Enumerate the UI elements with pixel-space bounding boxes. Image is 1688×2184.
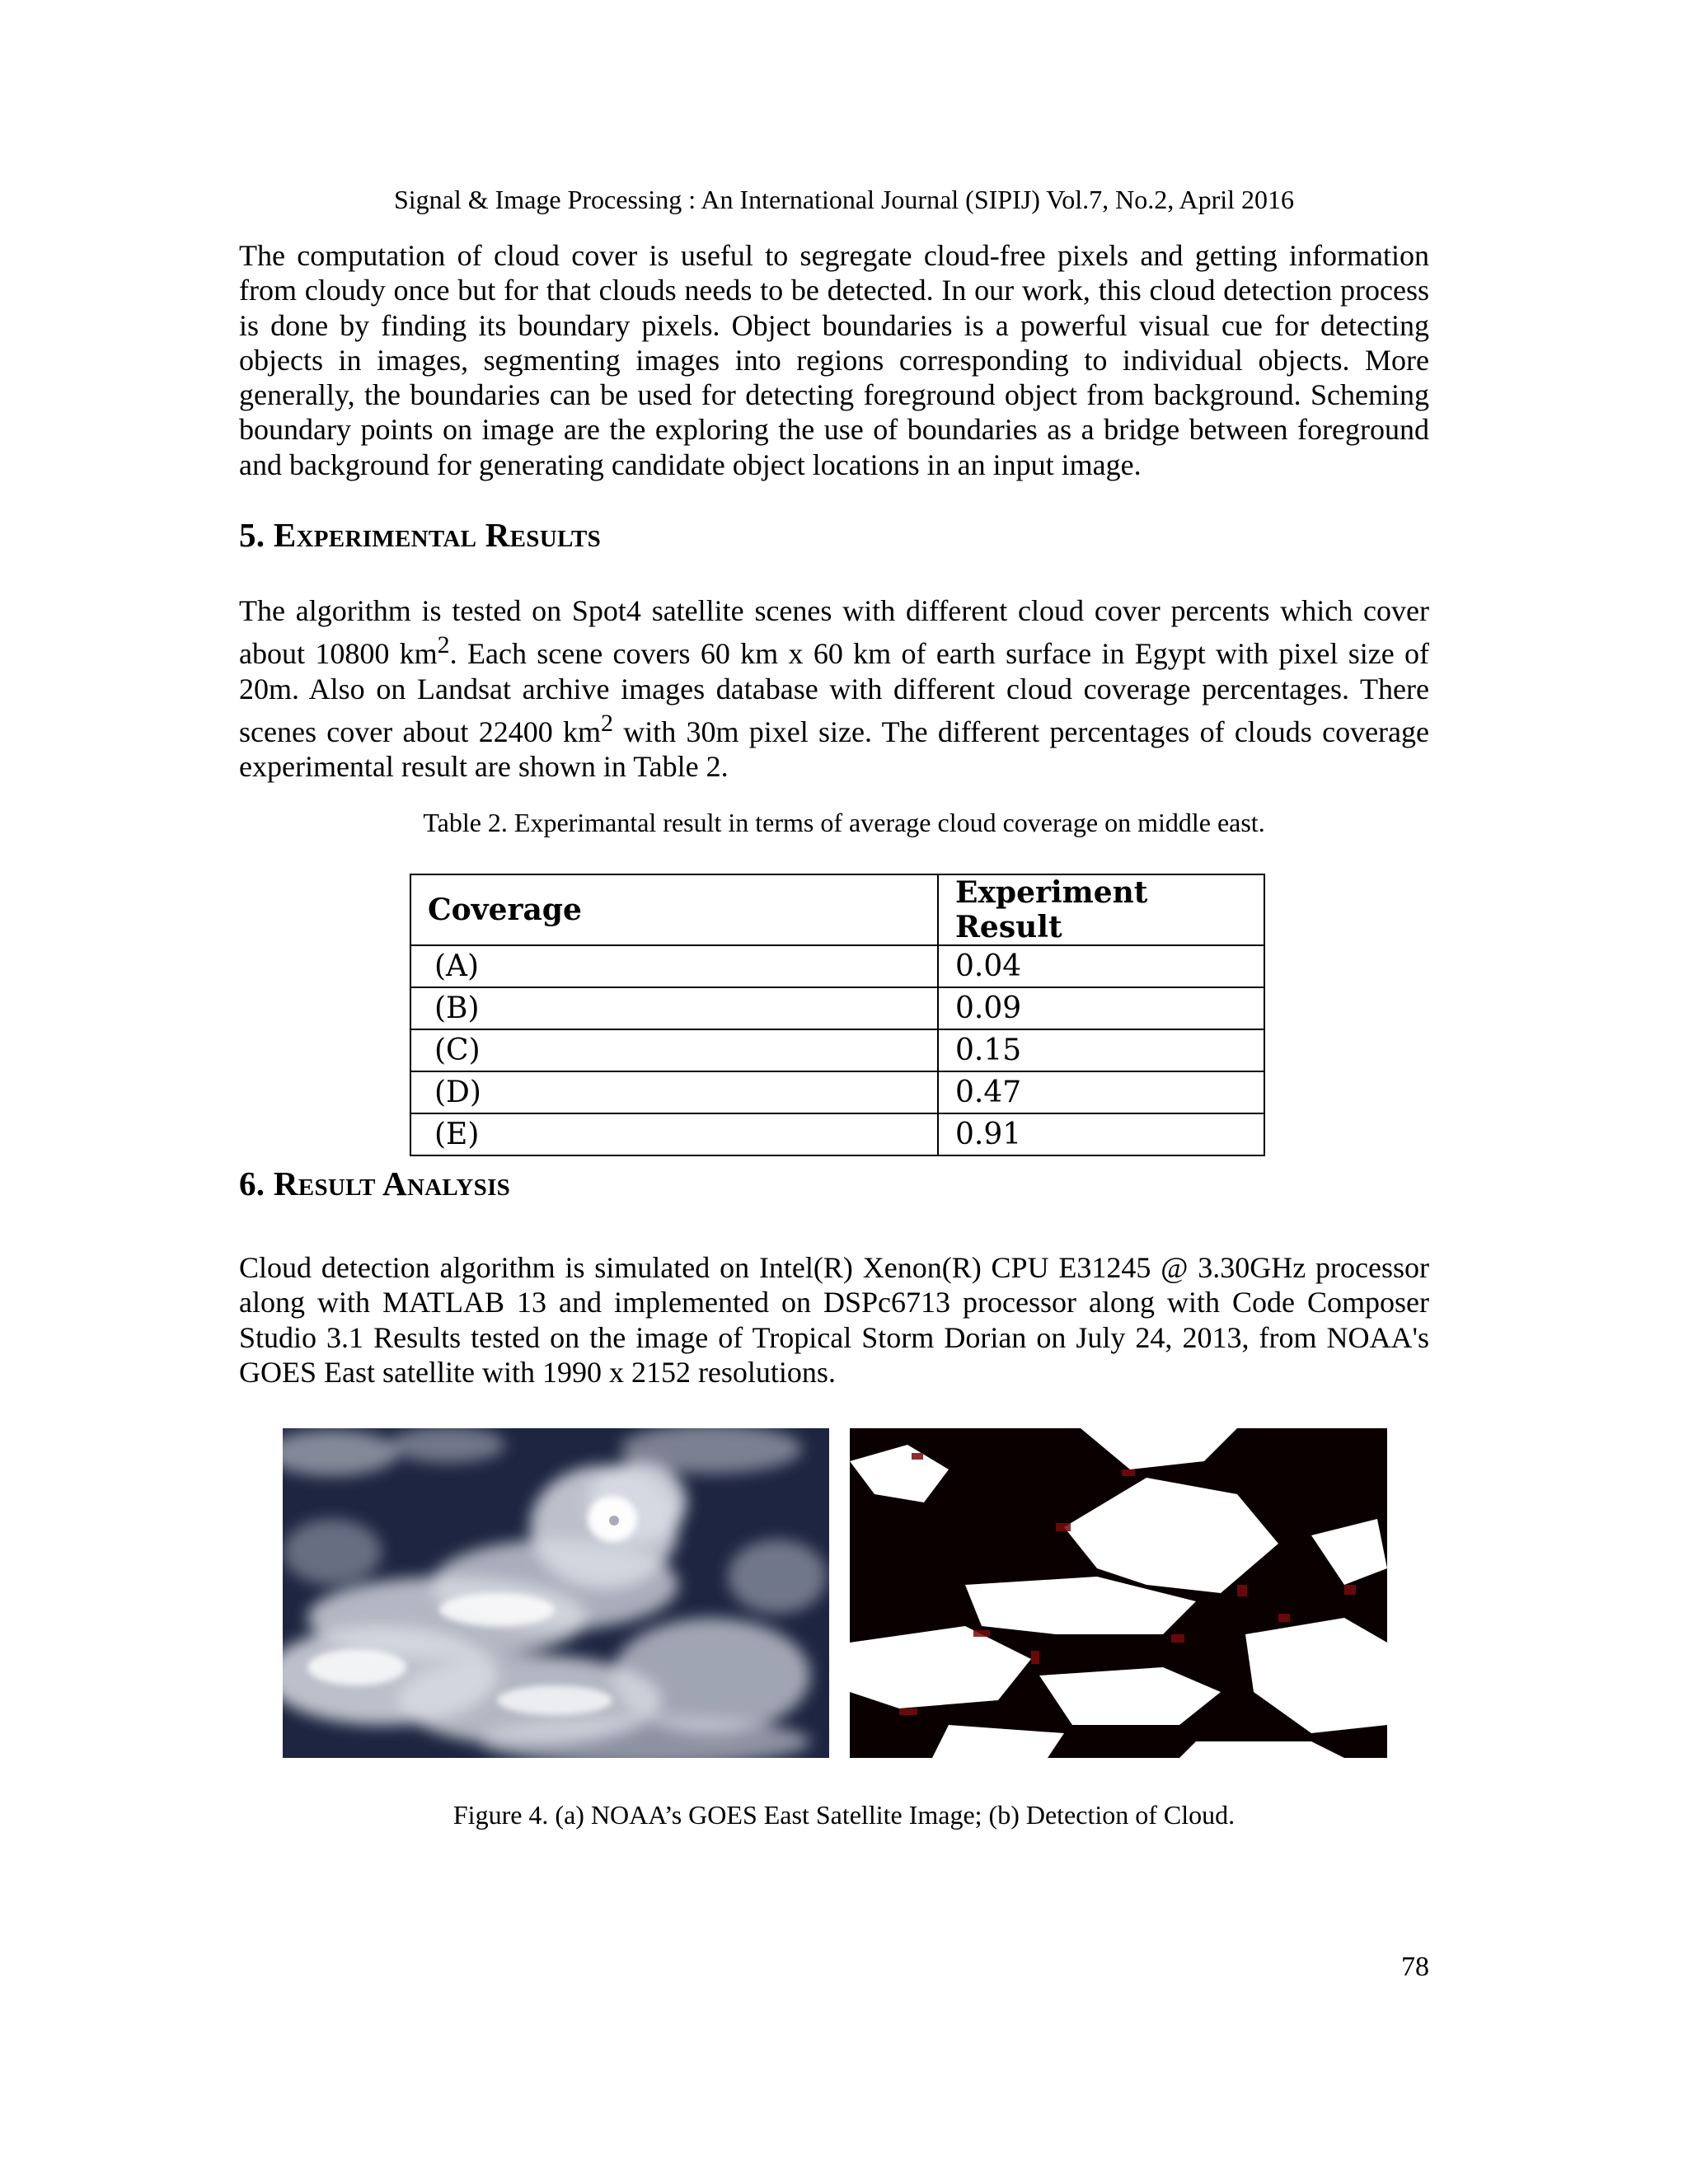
table-row bbox=[410, 1113, 1264, 1155]
result-analysis-paragraph: Cloud detection algorithm is simulated on Intel(R) Xenon(R) CPU E31245 @ 3.30GHz processor along with MATLAB 13 and implemented on DSPc6713 processor along with Code Composer Studio 3.1 Results tested on the image of Tropical Storm Dorian on July 24, 2013, from NOAA's GOES East satellite with 1990 x 2152 resolutions. bbox=[239, 1251, 1429, 1389]
para-part-3: with 30m pixel size. The different percentages of clouds coverage experimental result are shown in Table 2. bbox=[239, 715, 1429, 784]
table-header-row bbox=[410, 874, 1264, 945]
coverage-cell: (B) bbox=[410, 987, 938, 1029]
intro-paragraph: The computation of cloud cover is useful to segregate cloud-free pixels and getting information from cloudy once but for that clouds needs to be detected. In our work, this cloud detection process is done by finding its boundary pixels. Object boundaries is a powerful visual cue for detecting objects in images, segmenting images into regions corresponding to individual objects. More generally, the boundaries can be used for detecting foreground object from background. Scheming boundary points on image are the exploring the use of boundaries as a bridge between foreground and background for generating candidate object locations in an input image. bbox=[239, 239, 1429, 481]
superscript-2b: 2 bbox=[600, 709, 613, 737]
result-cell: 0.04 bbox=[938, 945, 1264, 987]
running-header: Signal & Image Processing : An International Journal (SIPIJ) Vol.7, No.2, April 2016 bbox=[393, 185, 1295, 214]
section-5-heading: 5. Experimental Results bbox=[239, 516, 602, 554]
cloud-detection-graphic bbox=[850, 1428, 1387, 1758]
cloud-detection-image bbox=[850, 1428, 1387, 1758]
table-row bbox=[410, 987, 1264, 1029]
table-row bbox=[410, 945, 1264, 987]
para-part-2: . Each scene covers 60 km x 60 km of earth surface in Egypt with pixel size of 20m. Also on Landsat archive images database with different cloud coverage percentages. There scenes cover about 22400 km bbox=[239, 637, 1429, 748]
result-cell: 0.91 bbox=[938, 1113, 1264, 1155]
section-6-heading: 6. Result Analysis bbox=[239, 1165, 511, 1202]
table-row bbox=[410, 1029, 1264, 1071]
table-row bbox=[410, 1071, 1264, 1113]
coverage-cell: (D) bbox=[410, 1071, 938, 1113]
header-experiment-result: Experiment Result bbox=[938, 874, 1264, 945]
satellite-image bbox=[283, 1428, 829, 1758]
table-2 bbox=[410, 874, 1265, 1156]
coverage-cell: (C) bbox=[410, 1029, 938, 1071]
result-cell: 0.47 bbox=[938, 1071, 1264, 1113]
para-part-1: The algorithm is tested on Spot4 satellite scenes with different cloud cover percents which cover about 10800 km bbox=[239, 594, 1429, 671]
satellite-image-graphic bbox=[283, 1428, 829, 1758]
page-number: 78 bbox=[1401, 1952, 1429, 1982]
table-2-caption: Table 2. Experimantal result in terms of average cloud coverage on middle east. bbox=[423, 808, 1265, 837]
experimental-results-paragraph bbox=[239, 593, 1429, 784]
result-cell: 0.15 bbox=[938, 1029, 1264, 1071]
coverage-cell: (A) bbox=[410, 945, 938, 987]
coverage-cell: (E) bbox=[410, 1113, 938, 1155]
header-coverage: Coverage bbox=[410, 874, 938, 945]
figure-4-caption: Figure 4. (a) NOAA’s GOES East Satellite Image; (b) Detection of Cloud. bbox=[452, 1800, 1236, 1830]
result-cell: 0.09 bbox=[938, 987, 1264, 1029]
superscript-2a: 2 bbox=[437, 631, 450, 659]
